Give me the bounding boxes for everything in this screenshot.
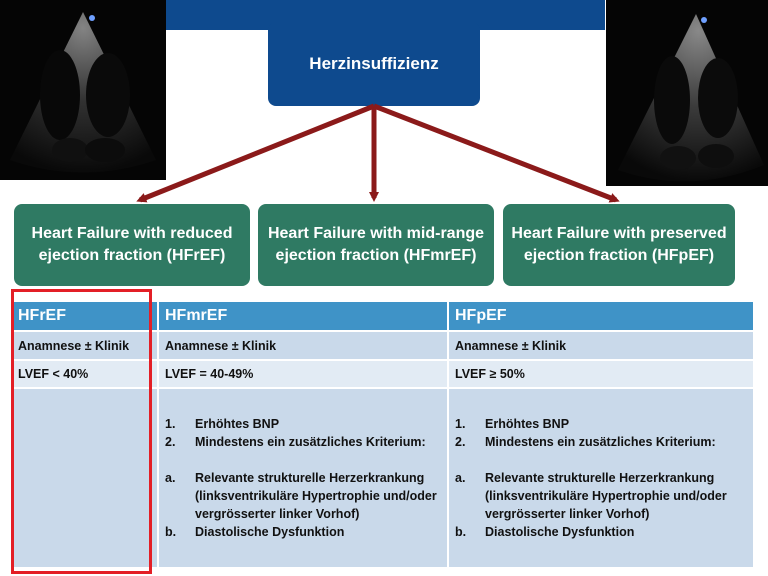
table-cell: LVEF < 40%	[12, 360, 158, 388]
criterion-bnp: Erhöhtes BNP	[485, 417, 570, 431]
table-cell: LVEF = 40-49%	[158, 360, 448, 388]
category-hfmref: Heart Failure with mid-range ejection fraction (HFmrEF)	[258, 204, 494, 286]
hfref-highlight-frame	[11, 289, 152, 574]
criterion-additional: Mindestens ein zusätzliches Kriterium:	[195, 435, 426, 449]
table-cell: Anamnese ± Klinik	[158, 331, 448, 360]
header-hfpef: HFpEF	[448, 302, 754, 331]
criterion-diastolic: Diastolische Dysfunktion	[195, 525, 345, 539]
header-hfref: HFrEF	[12, 302, 158, 331]
arrow-to-hfref	[140, 106, 374, 200]
criteria-list-hfmref: 1. Erhöhtes BNP 2. Mindestens ein zusätzliches Kriterium: a. Relevante strukturelle Herzerkrankung (linksventrikuläre Hypertrophie und/oder vergrösserter linker Vorhof) b. Diastolische Dysfunktion	[158, 388, 448, 567]
criterion-additional: Mindestens ein zusätzliches Kriterium:	[485, 435, 716, 449]
table-cell: Anamnese ± Klinik	[448, 331, 754, 360]
category-hfref: Heart Failure with reduced ejection fraction (HFrEF)	[14, 204, 250, 286]
criteria-list-hfpef: 1. Erhöhtes BNP 2. Mindestens ein zusätzliches Kriterium: a. Relevante strukturelle Herzerkrankung (linksventrikuläre Hypertrophie und/oder vergrösserter linker Vorhof) b. Diastolische Dysfunktion	[448, 388, 754, 567]
root-node-herzinsuffizienz: Herzinsuffizienz	[268, 22, 480, 106]
table-cell: LVEF ≥ 50%	[448, 360, 754, 388]
category-hfpef: Heart Failure with preserved ejection fraction (HFpEF)	[503, 204, 735, 286]
criterion-structural: Relevante strukturelle Herzerkrankung (linksventrikuläre Hypertrophie und/oder vergrösserter linker Vorhof)	[485, 471, 727, 521]
criterion-bnp: Erhöhtes BNP	[195, 417, 280, 431]
header-hfmref: HFmrEF	[158, 302, 448, 331]
table-cell: Anamnese ± Klinik	[12, 331, 158, 360]
arrow-to-hfpef	[374, 106, 616, 200]
criterion-structural: Relevante strukturelle Herzerkrankung (linksventrikuläre Hypertrophie und/oder vergrösserter linker Vorhof)	[195, 471, 437, 521]
criterion-diastolic: Diastolische Dysfunktion	[485, 525, 635, 539]
